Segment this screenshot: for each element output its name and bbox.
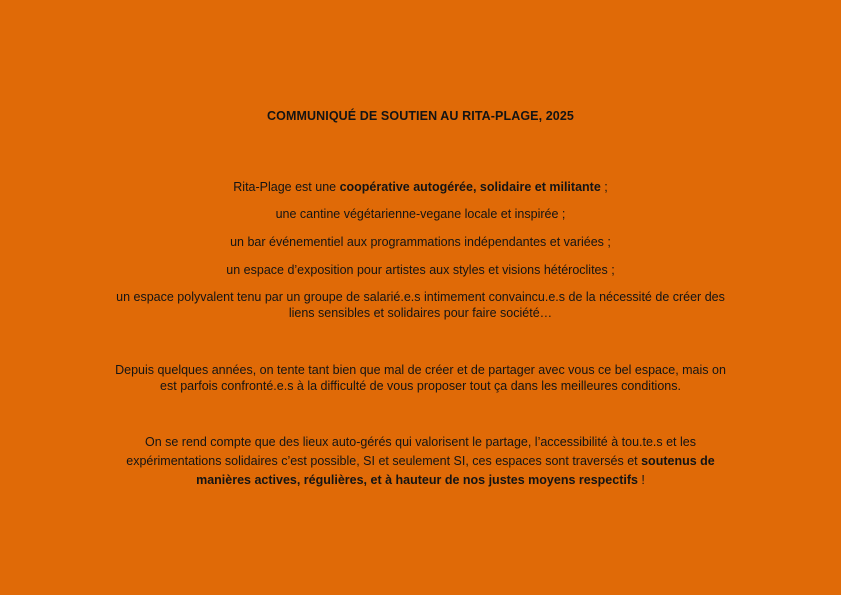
intro-line-1-emphasis: coopérative autogérée, solidaire et militante [339, 180, 601, 194]
paragraph-3-line-2-text: expérimentations solidaires c’est possible, SI et seulement SI, ces espaces sont traversés et [126, 454, 642, 468]
intro-line-5a: un espace polyvalent tenu par un groupe de salarié.e.s intimement convaincu.e.s de la nécessité de créer des [116, 290, 725, 304]
intro-line-5b: liens sensibles et solidaires pour faire société… [288, 306, 553, 320]
paragraph-3-line-3-end: ! [637, 473, 645, 487]
intro-line-4: un espace d’exposition pour artistes aux styles et visions hétéroclites ; [226, 263, 615, 277]
paragraph-2-line-1: Depuis quelques années, on tente tant bien que mal de créer et de partager avec vous ce bel espace, mais on [115, 363, 726, 377]
document-title: COMMUNIQUÉ DE SOUTIEN AU RITA-PLAGE, 2025 [267, 109, 574, 123]
paragraph-3-line-1: On se rend compte que des lieux auto-gérés qui valorisent le partage, l’accessibilité à tou.te.s et les [144, 435, 696, 449]
paragraph-3-line-3-emphasis: manières actives, régulières, et à hauteur de nos justes moyens respectifs [196, 473, 638, 487]
intro-line-1-end: ; [600, 180, 608, 194]
paragraph-3-line-2-emphasis: soutenus de [641, 454, 715, 468]
intro-line-1 [70, 179, 771, 196]
intro-line-1-text: Rita-Plage est une [233, 180, 340, 194]
intro-line-3: un bar événementiel aux programmations indépendantes et variées ; [230, 235, 611, 249]
paragraph-3-line-3 [70, 472, 771, 489]
intro-line-2: une cantine végétarienne-vegane locale et inspirée ; [275, 207, 566, 221]
paragraph-2-line-2: est parfois confronté.e.s à la difficulté de vous proposer tout ça dans les meilleures conditions. [160, 379, 681, 393]
paragraph-3-line-2 [70, 453, 771, 470]
